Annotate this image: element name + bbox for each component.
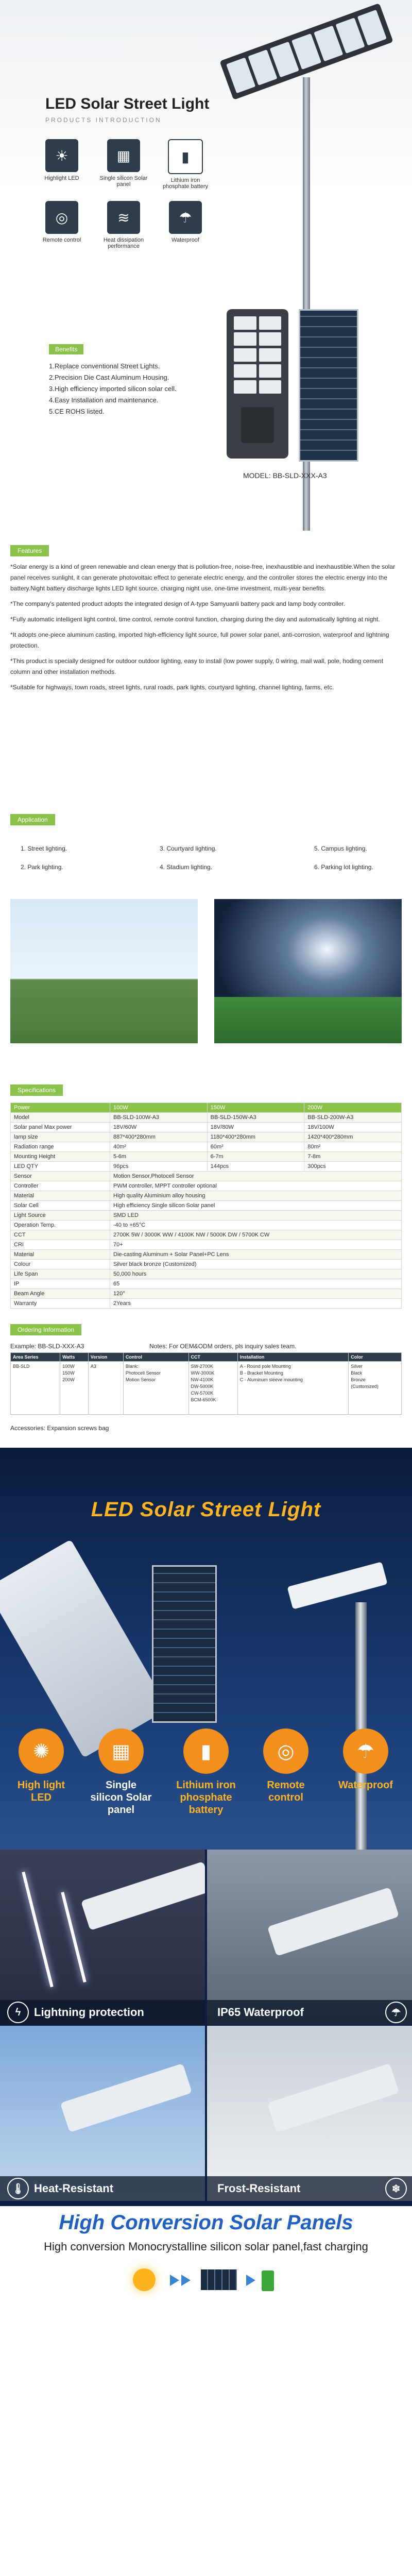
poster-panel-image: [152, 1565, 217, 1723]
spec-cell: Solar panel Max power: [11, 1123, 110, 1132]
spec-row: [11, 1162, 402, 1172]
pole-image: [303, 77, 310, 531]
spec-cell: 18V/80W: [207, 1123, 304, 1132]
spec-cell: 1180*400*280mm: [207, 1132, 304, 1142]
solar-panel-icon: ▦: [98, 1728, 144, 1774]
ordering-example: Example: BB-SLD-XXX-A3: [10, 1343, 84, 1350]
ordering-notes: Notes: For OEM&ODM orders, pls inquiry sales team.: [149, 1343, 297, 1350]
feature-label: Highlight LED: [44, 175, 79, 181]
ordering-heading: Ordering Information: [10, 1324, 81, 1335]
spec-cell: lamp size: [11, 1132, 110, 1142]
order-header: Area Series: [11, 1353, 60, 1362]
spec-row: [11, 1191, 402, 1201]
spec-row: [11, 1132, 402, 1142]
spec-row: [11, 1211, 402, 1221]
specifications-heading: Specifications: [10, 1084, 63, 1096]
order-header: Color: [349, 1353, 402, 1362]
benefit-item: 4.Easy Installation and maintenance.: [49, 396, 159, 404]
high-conversion-title: High Conversion Solar Panels: [59, 2211, 353, 2234]
spec-cell: Warranty: [11, 1299, 110, 1309]
arrow-right-icon: [246, 2275, 255, 2286]
spec-cell: 40m²: [110, 1142, 208, 1152]
spec-cell: -40 to +65°C: [110, 1221, 402, 1230]
spec-row: [11, 1142, 402, 1152]
product-front-image: [227, 309, 288, 459]
benefit-item: 2.Precision Die Cast Aluminum Housing.: [49, 374, 169, 381]
spec-cell: Light Source: [11, 1211, 110, 1221]
order-header: Installation: [237, 1353, 348, 1362]
solar-panel-icon: ▦: [107, 139, 140, 172]
spec-cell: PWM controller, MPPT controller optional: [110, 1181, 402, 1191]
spec-cell: Material: [11, 1191, 110, 1201]
poster-pole-head-image: [287, 1562, 387, 1609]
quad-caption: [0, 2000, 205, 2025]
spec-cell: BB-SLD-100W-A3: [110, 1113, 208, 1123]
spec-cell: Controller: [11, 1181, 110, 1191]
snowflake-icon: ❄: [385, 2178, 407, 2199]
solar-panel-icon: [201, 2269, 237, 2290]
order-cell: SW-2700K WW-3000K NW-4100K DW-5000K CW-5700K BCM-6500K: [188, 1362, 237, 1415]
poster-lamp-image: [0, 1539, 168, 1758]
feature-paragraph: *It adopts one-piece aluminum casting, imported high-efficiency light source, full power solar panel, anti-corrosion, waterproof and lightning protection.: [10, 631, 389, 649]
spec-row: [11, 1240, 402, 1250]
stadium-photo: [214, 899, 402, 1043]
spec-cell: 80m²: [304, 1142, 402, 1152]
thermometer-icon: 🌡: [7, 2178, 29, 2199]
feature-highlight-led: [36, 139, 88, 181]
spec-cell: Radiation range: [11, 1142, 110, 1152]
spec-row: [11, 1172, 402, 1181]
poster-feature: [335, 1728, 397, 1791]
spec-row: [11, 1289, 402, 1299]
solar-panel-image: [299, 309, 358, 462]
remote-icon: ◎: [45, 201, 78, 234]
spec-cell: 50,000 hours: [110, 1269, 402, 1279]
spec-cell: 2Years: [110, 1299, 402, 1309]
spec-row: [11, 1103, 402, 1113]
street-photo: [10, 899, 198, 1043]
lightning-icon: ϟ: [7, 2002, 29, 2023]
quad-caption: [207, 2000, 412, 2025]
hero-subtitle: PRODUCTS INTRODUCTION: [45, 116, 162, 124]
benefit-item: 1.Replace conventional Street Lights.: [49, 362, 160, 370]
waterproof-icon: ☂: [343, 1728, 388, 1774]
spec-cell: 1420*400*280mm: [304, 1132, 402, 1142]
order-header: Control: [123, 1353, 188, 1362]
spec-cell: High efficiency Single silicon Solar panel: [110, 1201, 402, 1211]
battery-icon: [262, 2270, 274, 2291]
application-item: 1. Street lighting.: [21, 845, 67, 852]
spec-cell: 150W: [207, 1103, 304, 1113]
high-conversion-subtitle: High conversion Monocrystalline silicon solar panel,fast charging: [44, 2240, 368, 2253]
spec-cell: Colour: [11, 1260, 110, 1269]
led-icon: ✺: [19, 1728, 64, 1774]
heat-panel: [0, 2026, 205, 2201]
spec-row: [11, 1269, 402, 1279]
feature-battery: [160, 139, 211, 190]
energy-flow-graphic: [0, 2265, 412, 2296]
spec-cell: SMD LED: [110, 1211, 402, 1221]
spec-cell: 7-8m: [304, 1152, 402, 1162]
hero-feature-grid: [36, 139, 232, 263]
arrow-right-icon: [170, 2275, 179, 2286]
umbrella-icon: ☂: [169, 201, 202, 234]
spec-cell: 18V/100W: [304, 1123, 402, 1132]
order-cell: Silver Black Bronze (Customized): [349, 1362, 402, 1415]
poster-feature: [175, 1728, 237, 1816]
spec-cell: LED QTY: [11, 1162, 110, 1172]
order-cell: A - Round pole Mounting B - Bracket Mounting C - Aluminum sleeve mounting: [237, 1362, 348, 1415]
poster-section: [0, 1448, 412, 2576]
spec-cell: BB-SLD-150W-A3: [207, 1113, 304, 1123]
spec-row: [11, 1260, 402, 1269]
feature-waterproof: [160, 201, 211, 243]
feature-label: Remote control: [42, 237, 81, 243]
spec-row: [11, 1123, 402, 1132]
order-cell: 100W 150W 200W: [60, 1362, 89, 1415]
feature-label: Single silicon Solar panel: [99, 175, 148, 188]
arrow-right-icon: [181, 2275, 191, 2286]
frost-panel: [207, 2026, 412, 2201]
feature-paragraph: *The company's patented product adopts the integrated design of A-type Samyuanli battery pack and lamp body controller.: [10, 600, 346, 607]
feature-paragraph: *Suitable for highways, town roads, street lights, rural roads, park lights, courtyard lighting, channel lighting, farms, etc.: [10, 684, 334, 691]
poster-icon-row: [0, 1728, 412, 1842]
poster-feature-label: Waterproof: [338, 1780, 393, 1791]
feature-solar-panel: [98, 139, 149, 188]
spec-table: [10, 1103, 402, 1309]
model-label: MODEL: BB-SLD-XXX-A3: [243, 471, 327, 480]
spec-row: [11, 1230, 402, 1240]
spec-cell: 18V/60W: [110, 1123, 208, 1132]
spec-cell: Solar Cell: [11, 1201, 110, 1211]
spec-cell: 200W: [304, 1103, 402, 1113]
feature-paragraph: *Fully automatic intelligent light control, time control, remote control function, charging during the day and automatically lighting at night.: [10, 616, 380, 623]
spec-cell: BB-SLD-200W-A3: [304, 1113, 402, 1123]
poster-title: LED Solar Street Light: [91, 1498, 321, 1521]
spec-cell: 96pcs: [110, 1162, 208, 1172]
waterproof-panel: [207, 1850, 412, 2025]
feature-paragraph: *Solar energy is a kind of green renewable and clean energy that is pollution-free, noise-free, inexhaustible and inexhaustible.When the solar panel receives sunlight, it can generate photovoltaic effect to generate electric energy, and the controller stores the electric energy into the battery.Night battery discharge lights LED light source, charging night use, one-time investment, multi-year benefits.: [10, 563, 396, 592]
spec-cell: 144pcs: [207, 1162, 304, 1172]
remote-icon: ◎: [263, 1728, 308, 1774]
accessories-text: Accessories: Expansion screws bag: [10, 1425, 109, 1432]
feature-heat: [98, 201, 149, 249]
spec-cell: Operation Temp.: [11, 1221, 110, 1230]
feature-paragraph: *This product is specially designed for outdoor outdoor lighting, easy to install (low power supply, 0 wiring, mail wall, pole, hoding cement column and other installation methods.: [10, 657, 384, 675]
spec-row: [11, 1279, 402, 1289]
benefit-item: 3.High efficiency imported silicon solar cell.: [49, 385, 177, 393]
spec-cell: CCT: [11, 1230, 110, 1240]
hero-section: [0, 0, 412, 538]
spec-cell: CRI: [11, 1240, 110, 1250]
poster-feature: [90, 1728, 152, 1816]
spec-cell: High quality Aluminium alloy housing: [110, 1191, 402, 1201]
spec-cell: Power: [11, 1103, 110, 1113]
spec-cell: Life Span: [11, 1269, 110, 1279]
spec-cell: 2700K 5W / 3000K WW / 4100K NW / 5000K DW / 5700K CW: [110, 1230, 402, 1240]
spec-row: [11, 1221, 402, 1230]
feature-label: Heat dissipation performance: [103, 237, 144, 249]
feature-label: Waterproof: [171, 237, 199, 243]
quad-label: Heat-Resistant: [34, 2182, 114, 2195]
quad-label: IP65 Waterproof: [217, 2006, 304, 2019]
quad-label: Lightning protection: [34, 2006, 144, 2019]
spec-row: [11, 1299, 402, 1309]
quad-caption: [0, 2176, 205, 2201]
features-text: [10, 562, 402, 698]
feature-remote: [36, 201, 88, 243]
hero-title: LED Solar Street Light: [45, 95, 210, 112]
spec-cell: 65: [110, 1279, 402, 1289]
ordering-table: [10, 1352, 402, 1415]
spec-cell: 70+: [110, 1240, 402, 1250]
benefits-heading: Benefits: [49, 344, 83, 354]
spec-row: [11, 1152, 402, 1162]
spec-cell: Model: [11, 1113, 110, 1123]
order-header: Watts: [60, 1353, 89, 1362]
spec-cell: Beam Angle: [11, 1289, 110, 1299]
poster-feature: [255, 1728, 317, 1804]
poster-feature-label: Lithium iron phosphate battery: [176, 1780, 236, 1816]
spec-cell: Mounting Height: [11, 1152, 110, 1162]
order-cell: Blank: Photocell Sensor Motion Sensor: [123, 1362, 188, 1415]
application-item: 2. Park lighting.: [21, 863, 63, 871]
spec-cell: Silver black bronze (Customized): [110, 1260, 402, 1269]
spec-cell: 100W: [110, 1103, 208, 1113]
poster-feature-label: High light LED: [17, 1780, 65, 1803]
spec-cell: Motion Sensor,Photocell Sensor: [110, 1172, 402, 1181]
features-heading: Features: [10, 545, 49, 556]
application-images: [10, 899, 402, 1043]
feature-label: Lithium iron phosphate battery: [162, 177, 209, 190]
order-header: Version: [88, 1353, 123, 1362]
benefits-list: [49, 361, 177, 417]
spec-cell: Sensor: [11, 1172, 110, 1181]
poster-hero: [0, 1448, 412, 1850]
poster-feature-label: Remote control: [267, 1780, 305, 1803]
poster-feature: [10, 1728, 72, 1804]
spec-cell: 60m²: [207, 1142, 304, 1152]
application-heading: Application: [10, 814, 55, 825]
battery-icon: ▮: [168, 139, 203, 174]
spec-row: [11, 1250, 402, 1260]
spec-cell: 300pcs: [304, 1162, 402, 1172]
waterproof-icon: ☂: [385, 2002, 407, 2023]
application-item: 4. Stadium lighting.: [160, 863, 213, 871]
spec-cell: 5-6m: [110, 1152, 208, 1162]
order-header: CCT: [188, 1353, 237, 1362]
quad-caption: [207, 2176, 412, 2201]
application-item: 5. Campus lighting.: [314, 845, 367, 852]
spec-cell: Material: [11, 1250, 110, 1260]
spec-cell: 6-7m: [207, 1152, 304, 1162]
spec-row: [11, 1181, 402, 1191]
benefit-item: 5.CE ROHS listed.: [49, 408, 105, 415]
battery-icon: ▮: [183, 1728, 229, 1774]
spec-cell: Die-casting Aluminum + Solar Panel+PC Lens: [110, 1250, 402, 1260]
poster-feature-label: Single silicon Solar panel: [90, 1780, 152, 1816]
high-conversion-section: [0, 2206, 412, 2576]
quad-label: Frost-Resistant: [217, 2182, 301, 2195]
application-list: [10, 845, 402, 871]
application-item: 3. Courtyard lighting.: [160, 845, 217, 852]
order-cell: BB-SLD: [11, 1362, 60, 1415]
heat-dissipation-icon: ≋: [107, 201, 140, 234]
spec-row: [11, 1201, 402, 1211]
application-item: 6. Parking lot lighting.: [314, 863, 373, 871]
spec-cell: IP: [11, 1279, 110, 1289]
sun-icon: [133, 2268, 156, 2291]
spec-row: [11, 1113, 402, 1123]
lightning-panel: [0, 1850, 205, 2025]
order-cell: A3: [88, 1362, 123, 1415]
spec-cell: 120°: [110, 1289, 402, 1299]
sun-icon: ☀: [45, 139, 78, 172]
spec-cell: 887*400*280mm: [110, 1132, 208, 1142]
